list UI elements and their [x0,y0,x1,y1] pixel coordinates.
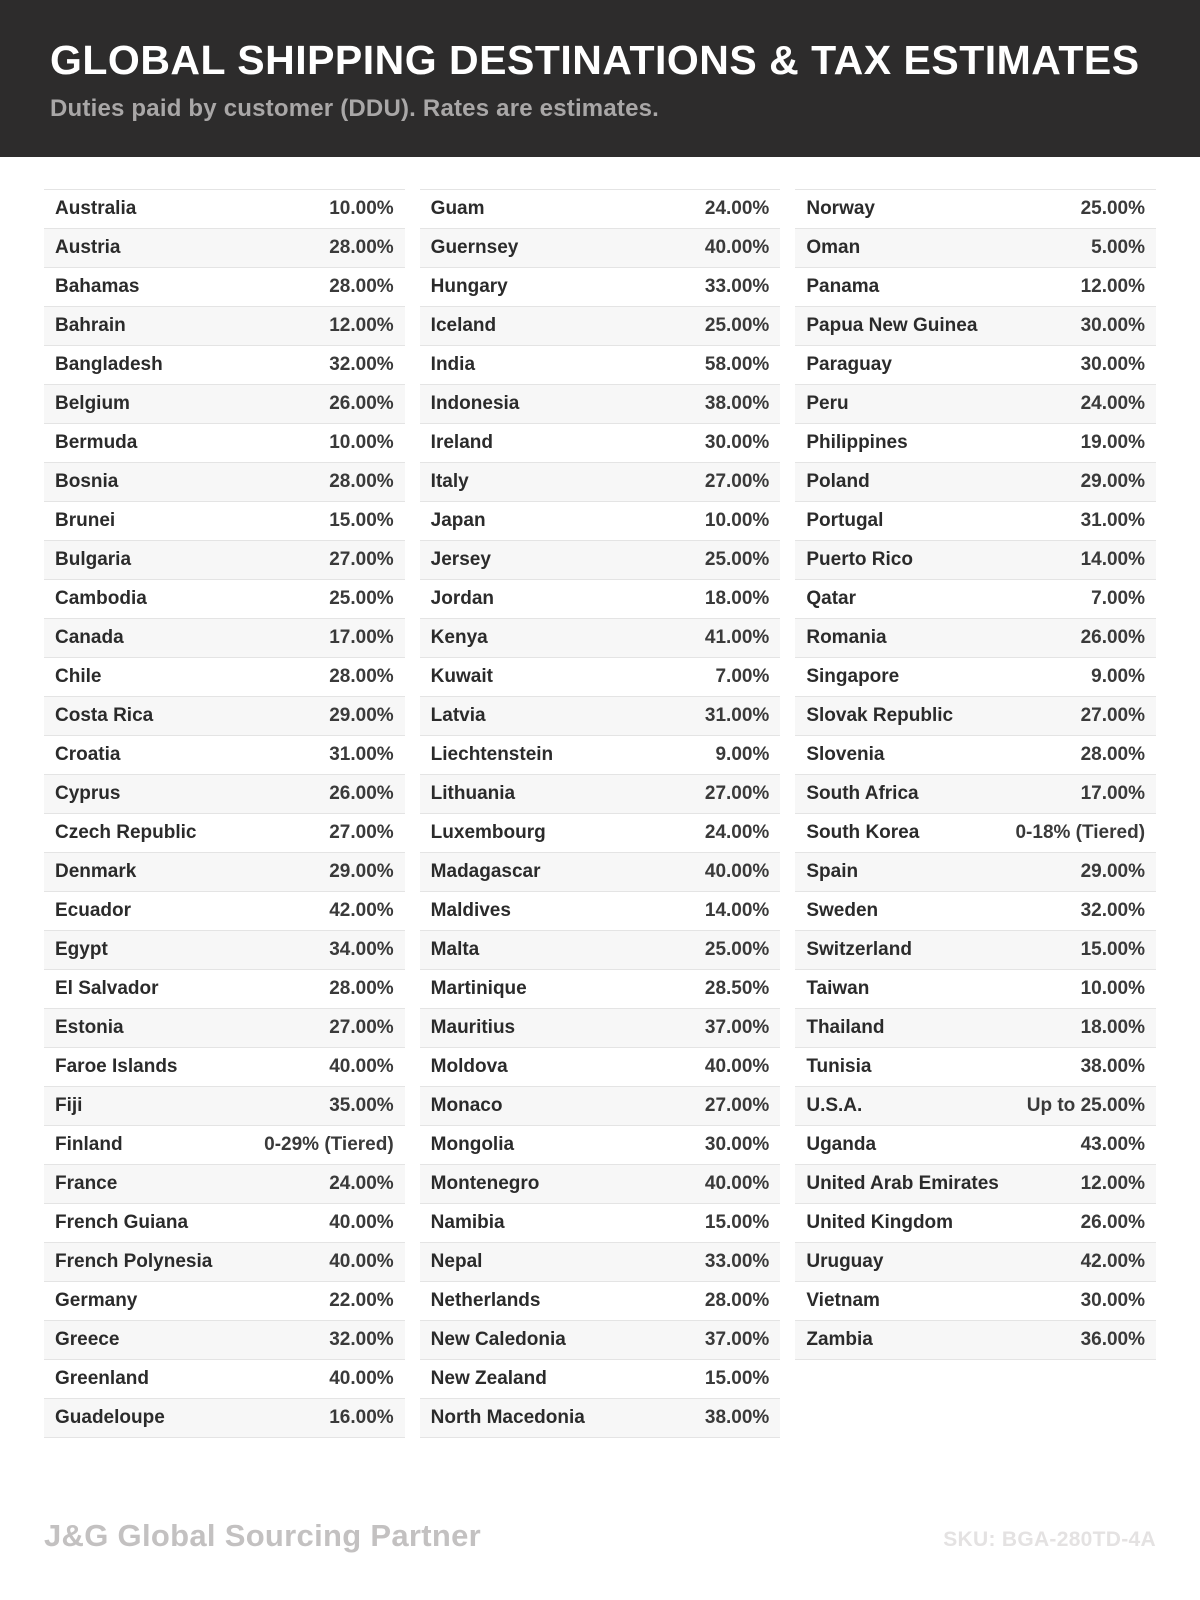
country-name: Finland [55,1134,123,1156]
rate-row [44,1009,405,1048]
country-name: Cyprus [55,783,121,805]
country-name: Thailand [806,1017,885,1039]
rate-value: 37.00% [704,1329,770,1351]
rate-value: 30.00% [704,432,770,454]
rate-value: 12.00% [1080,276,1146,298]
rate-row [420,1360,781,1399]
rate-row [795,307,1156,346]
rate-value: 25.00% [1080,198,1146,220]
rate-value: 28.00% [329,471,394,493]
rate-row [795,892,1156,931]
rate-row [795,424,1156,463]
rate-value: 24.00% [704,198,770,220]
rate-row [420,385,781,424]
rate-row [795,229,1156,268]
rate-column-3 [795,189,1156,1360]
country-name: Uganda [806,1134,877,1156]
rate-row [420,736,781,775]
rate-row [44,1126,405,1165]
rate-value: 42.00% [1080,1251,1146,1273]
rate-row [795,658,1156,697]
country-name: Namibia [430,1212,505,1234]
rate-value: 27.00% [1080,705,1146,727]
rate-value: 40.00% [329,1056,394,1078]
rate-row [44,502,405,541]
country-name: Paraguay [806,354,892,376]
rate-value: 15.00% [1080,939,1146,961]
country-name: Denmark [55,861,137,883]
rate-value: 17.00% [1080,783,1146,805]
rate-row [44,1165,405,1204]
country-name: Lithuania [430,783,516,805]
rate-row [420,463,781,502]
rate-row [44,814,405,853]
rate-value: 7.00% [715,666,770,688]
rate-value: 41.00% [704,627,770,649]
rate-value: 32.00% [329,1329,394,1351]
rate-row [44,1360,405,1399]
rate-row [44,307,405,346]
rate-row [44,463,405,502]
rate-value: 32.00% [1080,900,1146,922]
rate-value: 24.00% [1080,393,1146,415]
rate-value: 42.00% [329,900,394,922]
rate-row [795,385,1156,424]
rate-row [795,775,1156,814]
rate-value: 27.00% [329,1017,394,1039]
rate-row [420,1009,781,1048]
rate-value: 29.00% [329,705,394,727]
country-name: Malta [430,939,480,961]
rate-row [795,697,1156,736]
rate-row [44,346,405,385]
rate-row [44,892,405,931]
country-name: Bermuda [55,432,138,454]
country-name: Guernsey [430,237,519,259]
rate-row [795,502,1156,541]
rate-value: 15.00% [704,1368,770,1390]
rate-value: 29.00% [1080,471,1146,493]
rate-row [44,1243,405,1282]
rate-value: 9.00% [1091,666,1146,688]
rate-value: 24.00% [704,822,770,844]
country-name: France [55,1173,118,1195]
country-name: Peru [806,393,849,415]
rate-row [420,1321,781,1360]
country-name: Mongolia [430,1134,515,1156]
rate-value: 31.00% [704,705,770,727]
rate-value: 58.00% [704,354,770,376]
rate-row [420,853,781,892]
rate-value: 28.00% [329,237,394,259]
country-name: Slovak Republic [806,705,954,727]
rate-row [420,1243,781,1282]
rate-row [44,424,405,463]
rate-value: 28.00% [329,276,394,298]
country-name: Japan [430,510,486,532]
rate-row [44,385,405,424]
country-name: North Macedonia [430,1407,585,1429]
rate-row [44,190,405,229]
rate-row [795,736,1156,775]
country-name: Poland [806,471,870,493]
country-name: Chile [55,666,102,688]
rate-row [420,1282,781,1321]
country-name: Iceland [430,315,497,337]
rate-row [420,931,781,970]
rate-row [795,268,1156,307]
rate-row [420,658,781,697]
rate-value: 14.00% [1080,549,1146,571]
rate-value: 17.00% [329,627,394,649]
rate-value: 38.00% [1080,1056,1146,1078]
country-name: Switzerland [806,939,912,961]
country-name: Romania [806,627,887,649]
country-name: Australia [55,198,137,220]
country-name: Maldives [430,900,511,922]
rate-value: 5.00% [1091,237,1146,259]
country-name: Fiji [55,1095,83,1117]
rate-value: 30.00% [1080,354,1146,376]
rate-value: 35.00% [329,1095,394,1117]
rate-value: 40.00% [329,1368,394,1390]
rate-value: 40.00% [704,1056,770,1078]
rate-row [44,580,405,619]
rate-value: 14.00% [704,900,770,922]
country-name: Jordan [430,588,495,610]
country-name: Slovenia [806,744,885,766]
rate-row [795,1048,1156,1087]
rate-value: 26.00% [1080,627,1146,649]
rate-row [420,307,781,346]
country-name: Belgium [55,393,130,415]
country-name: French Polynesia [55,1251,213,1273]
rate-row [420,892,781,931]
rate-value: 43.00% [1080,1134,1146,1156]
country-name: Martinique [430,978,527,1000]
rate-row [795,1243,1156,1282]
rate-row [420,580,781,619]
rate-row [420,814,781,853]
rate-row [795,1009,1156,1048]
rate-row [44,931,405,970]
rate-row [420,1126,781,1165]
country-name: Qatar [806,588,856,610]
country-name: New Zealand [430,1368,547,1390]
country-name: Bangladesh [55,354,163,376]
page-title: GLOBAL SHIPPING DESTINATIONS & TAX ESTIMATES [50,37,1140,83]
rate-value: Up to 25.00% [1026,1095,1146,1117]
country-name: Spain [806,861,859,883]
rate-row [795,814,1156,853]
rate-row [420,1204,781,1243]
rate-value: 31.00% [1080,510,1146,532]
rate-value: 28.00% [329,666,394,688]
rate-row [44,1282,405,1321]
rate-column-1 [44,189,405,1438]
rate-row [44,268,405,307]
rate-value: 12.00% [329,315,394,337]
rate-value: 25.00% [329,588,394,610]
rate-value: 7.00% [1091,588,1146,610]
rate-value: 27.00% [704,783,770,805]
rate-value: 12.00% [1080,1173,1146,1195]
country-name: Croatia [55,744,121,766]
rate-row [420,268,781,307]
country-name: Singapore [806,666,900,688]
rate-row [420,1048,781,1087]
country-name: South Africa [806,783,919,805]
country-name: Estonia [55,1017,124,1039]
sku-label: SKU: BGA-280TD-4A [943,1528,1156,1551]
rate-value: 40.00% [704,237,770,259]
country-name: Greenland [55,1368,149,1390]
rate-row [420,1165,781,1204]
rate-row [420,541,781,580]
country-name: Bahrain [55,315,126,337]
country-name: El Salvador [55,978,159,1000]
country-name: Ireland [430,432,493,454]
rate-value: 30.00% [1080,315,1146,337]
rate-value: 18.00% [1080,1017,1146,1039]
rate-value: 22.00% [329,1290,394,1312]
country-name: Ecuador [55,900,132,922]
rate-value: 40.00% [704,1173,770,1195]
rate-value: 33.00% [704,276,770,298]
rate-value: 30.00% [1080,1290,1146,1312]
country-name: Indonesia [430,393,520,415]
country-name: Hungary [430,276,508,298]
country-name: Philippines [806,432,908,454]
rate-row [420,229,781,268]
rate-row [420,346,781,385]
rate-value: 28.00% [329,978,394,1000]
rate-row [44,619,405,658]
rate-row [795,1204,1156,1243]
rate-value: 10.00% [704,510,770,532]
rate-value: 38.00% [704,393,770,415]
rate-value: 38.00% [704,1407,770,1429]
rate-row [795,1321,1156,1360]
rate-value: 19.00% [1080,432,1146,454]
rate-value: 30.00% [704,1134,770,1156]
rate-row [420,190,781,229]
country-name: South Korea [806,822,920,844]
rate-value: 40.00% [329,1212,394,1234]
rate-row [44,775,405,814]
country-name: Zambia [806,1329,873,1351]
country-name: Monaco [430,1095,503,1117]
country-name: India [430,354,476,376]
rates-table [0,157,1200,1438]
rate-row [44,1048,405,1087]
rate-value: 18.00% [704,588,770,610]
rate-value: 25.00% [704,315,770,337]
rate-value: 29.00% [1080,861,1146,883]
rate-row [44,229,405,268]
country-name: Montenegro [430,1173,540,1195]
rate-value: 26.00% [329,783,394,805]
rate-row [44,1204,405,1243]
rate-value: 26.00% [1080,1212,1146,1234]
rate-value: 25.00% [704,549,770,571]
country-name: Germany [55,1290,138,1312]
country-name: Canada [55,627,124,649]
rate-value: 28.00% [704,1290,770,1312]
rate-value: 37.00% [704,1017,770,1039]
rate-value: 10.00% [329,198,394,220]
country-name: Tunisia [806,1056,872,1078]
country-name: Austria [55,237,121,259]
country-name: Bahamas [55,276,140,298]
rate-row [795,190,1156,229]
country-name: Czech Republic [55,822,197,844]
rate-value: 0-29% (Tiered) [264,1134,394,1156]
country-name: Faroe Islands [55,1056,178,1078]
rate-row [795,541,1156,580]
country-name: Luxembourg [430,822,546,844]
country-name: Egypt [55,939,108,961]
footer [0,1518,1200,1600]
country-name: Liechtenstein [430,744,554,766]
brand-name: J&G Global Sourcing Partner [44,1518,482,1553]
rate-value: 27.00% [704,471,770,493]
rate-value: 29.00% [329,861,394,883]
country-name: Bulgaria [55,549,132,571]
country-name: Puerto Rico [806,549,913,571]
rate-value: 27.00% [329,549,394,571]
rate-value: 40.00% [704,861,770,883]
country-name: Madagascar [430,861,541,883]
rate-row [795,346,1156,385]
rate-row [795,931,1156,970]
country-name: United Arab Emirates [806,1173,999,1195]
rate-row [795,580,1156,619]
rate-row [44,736,405,775]
country-name: Jersey [430,549,491,571]
rate-value: 32.00% [329,354,394,376]
rate-row [795,463,1156,502]
rate-row [420,697,781,736]
rate-row [795,619,1156,658]
rate-value: 33.00% [704,1251,770,1273]
rate-value: 15.00% [329,510,394,532]
rate-row [44,1087,405,1126]
rate-value: 10.00% [329,432,394,454]
rate-row [795,1087,1156,1126]
rate-row [44,658,405,697]
country-name: United Kingdom [806,1212,954,1234]
rate-row [795,1126,1156,1165]
page-subtitle: Duties paid by customer (DDU). Rates are estimates. [50,95,660,123]
country-name: Bosnia [55,471,119,493]
rate-value: 10.00% [1080,978,1146,1000]
rate-value: 36.00% [1080,1329,1146,1351]
rate-row [44,1321,405,1360]
rate-value: 27.00% [704,1095,770,1117]
rate-value: 28.00% [1080,744,1146,766]
header [0,0,1200,157]
rate-row [44,1399,405,1438]
rate-column-2 [420,189,781,1438]
rate-row [44,697,405,736]
rate-row [420,1087,781,1126]
country-name: Vietnam [806,1290,880,1312]
rate-row [420,502,781,541]
rate-value: 9.00% [715,744,770,766]
country-name: Uruguay [806,1251,884,1273]
country-name: Norway [806,198,875,220]
rate-row [44,970,405,1009]
country-name: Portugal [806,510,884,532]
rate-row [44,541,405,580]
rate-value: 16.00% [329,1407,394,1429]
rate-value: 28.50% [704,978,770,1000]
rate-row [420,1399,781,1438]
country-name: New Caledonia [430,1329,566,1351]
rate-value: 31.00% [329,744,394,766]
country-name: Nepal [430,1251,483,1273]
country-name: U.S.A. [806,1095,863,1117]
country-name: Kenya [430,627,488,649]
rate-value: 40.00% [329,1251,394,1273]
rate-row [795,1282,1156,1321]
rate-row [420,775,781,814]
country-name: Greece [55,1329,120,1351]
country-name: French Guiana [55,1212,189,1234]
rate-value: 24.00% [329,1173,394,1195]
country-name: Moldova [430,1056,508,1078]
country-name: Mauritius [430,1017,516,1039]
country-name: Guam [430,198,485,220]
rate-row [420,424,781,463]
rate-value: 27.00% [329,822,394,844]
rate-value: 15.00% [704,1212,770,1234]
rate-value: 25.00% [704,939,770,961]
country-name: Cambodia [55,588,147,610]
country-name: Papua New Guinea [806,315,978,337]
country-name: Panama [806,276,880,298]
rate-row [420,619,781,658]
rate-value: 0-18% (Tiered) [1015,822,1146,844]
country-name: Latvia [430,705,486,727]
rate-value: 34.00% [329,939,394,961]
country-name: Taiwan [806,978,870,1000]
country-name: Italy [430,471,469,493]
country-name: Costa Rica [55,705,154,727]
rate-row [795,1165,1156,1204]
rate-row [795,970,1156,1009]
rate-row [795,853,1156,892]
country-name: Brunei [55,510,116,532]
rate-row [44,853,405,892]
country-name: Kuwait [430,666,493,688]
rate-row [420,970,781,1009]
country-name: Guadeloupe [55,1407,165,1429]
rate-value: 26.00% [329,393,394,415]
country-name: Netherlands [430,1290,541,1312]
country-name: Sweden [806,900,879,922]
country-name: Oman [806,237,861,259]
